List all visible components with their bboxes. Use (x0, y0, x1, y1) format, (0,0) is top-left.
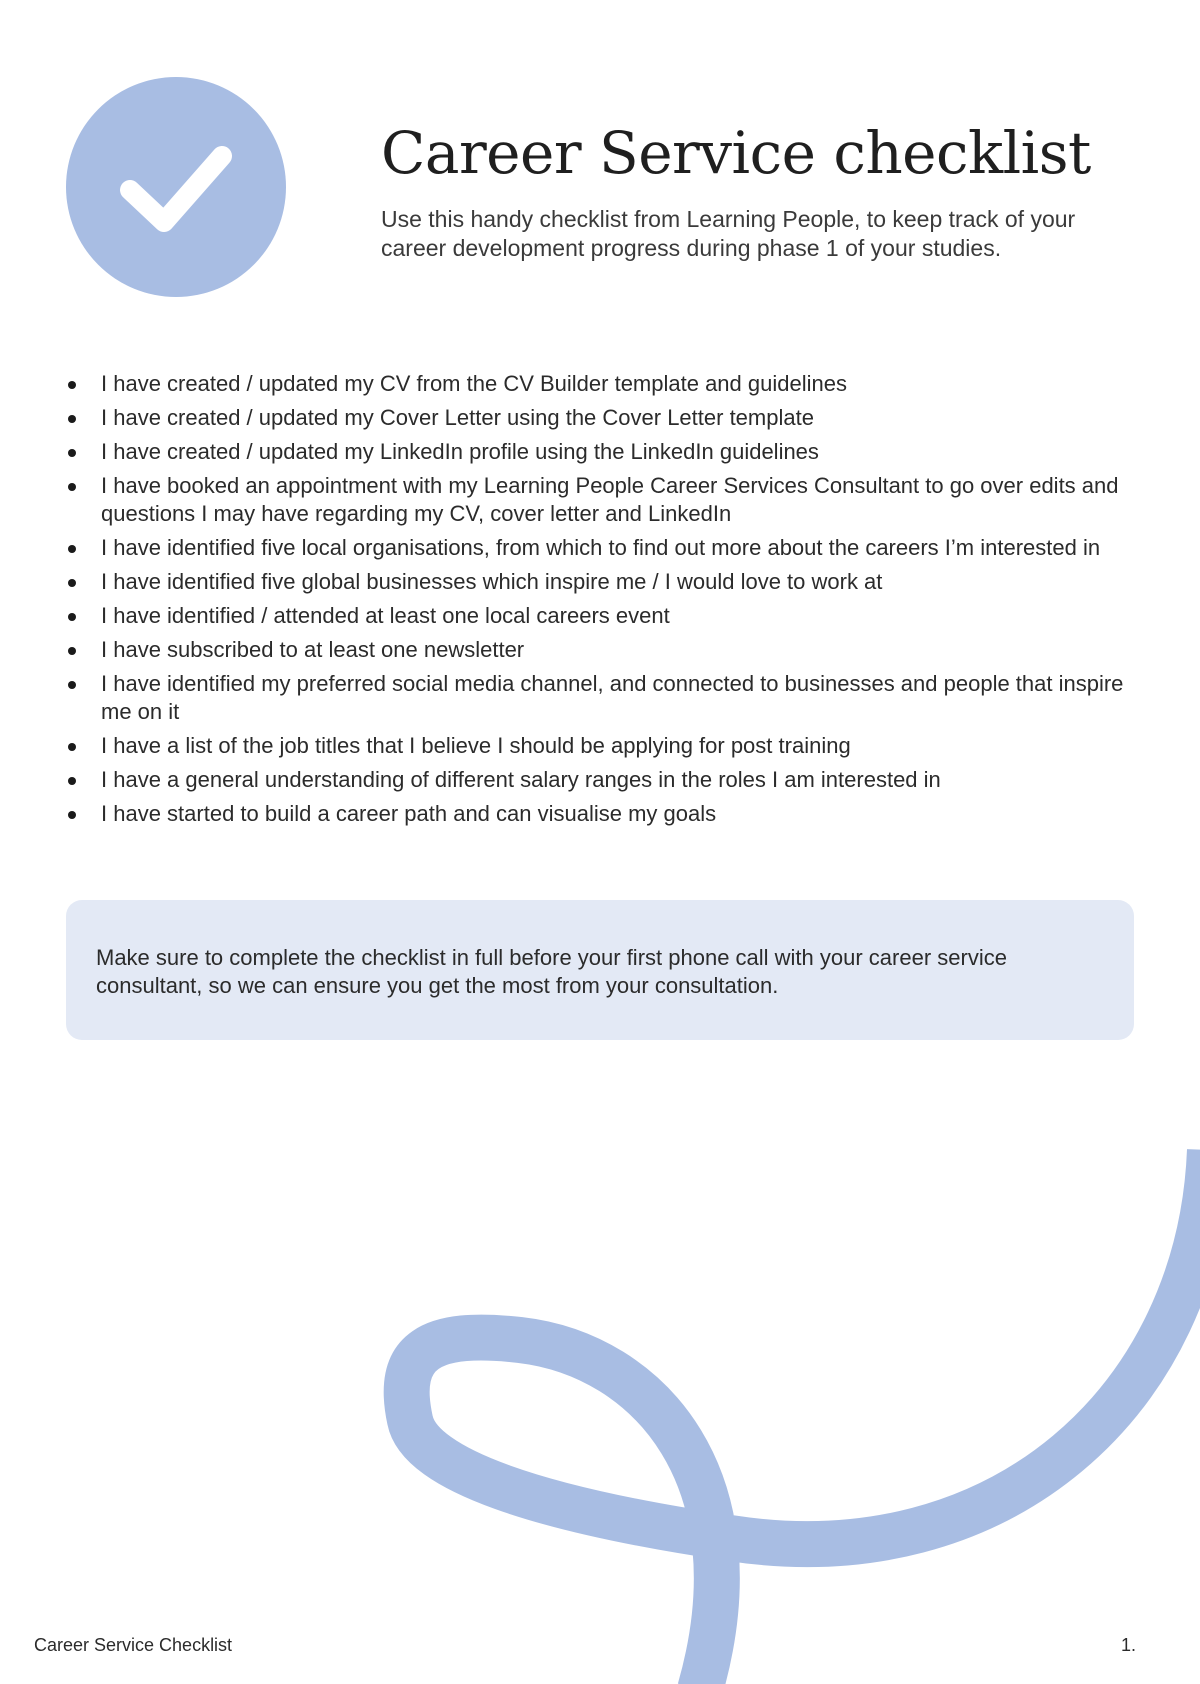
bullet-icon (68, 743, 76, 751)
checkmark-badge (66, 77, 286, 297)
bullet-icon (68, 381, 76, 389)
page-title: Career Service checklist (381, 119, 1091, 187)
checkmark-icon (66, 77, 286, 297)
checklist-item-text: I have identified five global businesses which inspire me / I would love to work at (101, 569, 883, 594)
bullet-icon (68, 449, 76, 457)
bullet-icon (68, 415, 76, 423)
checklist-item-text: I have identified / attended at least one local careers event (101, 603, 670, 628)
note-box (66, 900, 1134, 1040)
intro-text: Use this handy checklist from Learning People, to keep track of your career development progress during phase 1 of your studies. (381, 206, 1076, 261)
bullet-icon (68, 545, 76, 553)
page-number: 1. (1120, 1635, 1136, 1655)
checklist-item-text: I have a list of the job titles that I believe I should be applying for post training (101, 733, 851, 758)
bullet-icon (68, 579, 76, 587)
bullet-icon (68, 811, 76, 819)
checklist-item-text: I have started to build a career path and can visualise my goals (101, 801, 717, 826)
checklist-item-text: I have created / updated my Cover Letter using the Cover Letter template (101, 405, 814, 430)
checklist-item-text: I have subscribed to at least one newsletter (101, 637, 525, 662)
checklist-item (66, 438, 1146, 466)
checklist-item (66, 534, 1146, 562)
checklist-item-text: I have identified my preferred social media channel, and connected to businesses and people that inspire me on it (101, 671, 1124, 724)
checklist-item-text: I have created / updated my LinkedIn profile using the LinkedIn guidelines (101, 439, 819, 464)
bullet-icon (68, 483, 76, 491)
checklist-item (66, 766, 1146, 794)
checklist-item (66, 568, 1146, 596)
checklist-item (66, 636, 1146, 664)
career-checklist (66, 370, 1146, 834)
bullet-icon (68, 681, 76, 689)
checklist-item (66, 370, 1146, 398)
note-text: Make sure to complete the checklist in full before your first phone call with your career service consultant, so we can ensure you get the most from your consultation. (96, 945, 1007, 998)
bullet-icon (68, 613, 76, 621)
checklist-item (66, 472, 1146, 528)
checklist-item-text: I have booked an appointment with my Learning People Career Services Consultant to go over edits and questions I may have regarding my CV, cover letter and LinkedIn (101, 473, 1119, 526)
checklist-item (66, 602, 1146, 630)
footer-document-title: Career Service Checklist (34, 1635, 233, 1655)
checklist-item-text: I have a general understanding of different salary ranges in the roles I am interested in (101, 767, 941, 792)
checklist-item (66, 404, 1146, 432)
bullet-icon (68, 647, 76, 655)
checklist-item-text: I have identified five local organisations, from which to find out more about the careers I’m interested in (101, 535, 1101, 560)
bullet-icon (68, 777, 76, 785)
checklist-item (66, 732, 1146, 760)
checklist-item-text: I have created / updated my CV from the CV Builder template and guidelines (101, 371, 847, 396)
checklist-item (66, 670, 1146, 726)
checklist-item (66, 800, 1146, 828)
